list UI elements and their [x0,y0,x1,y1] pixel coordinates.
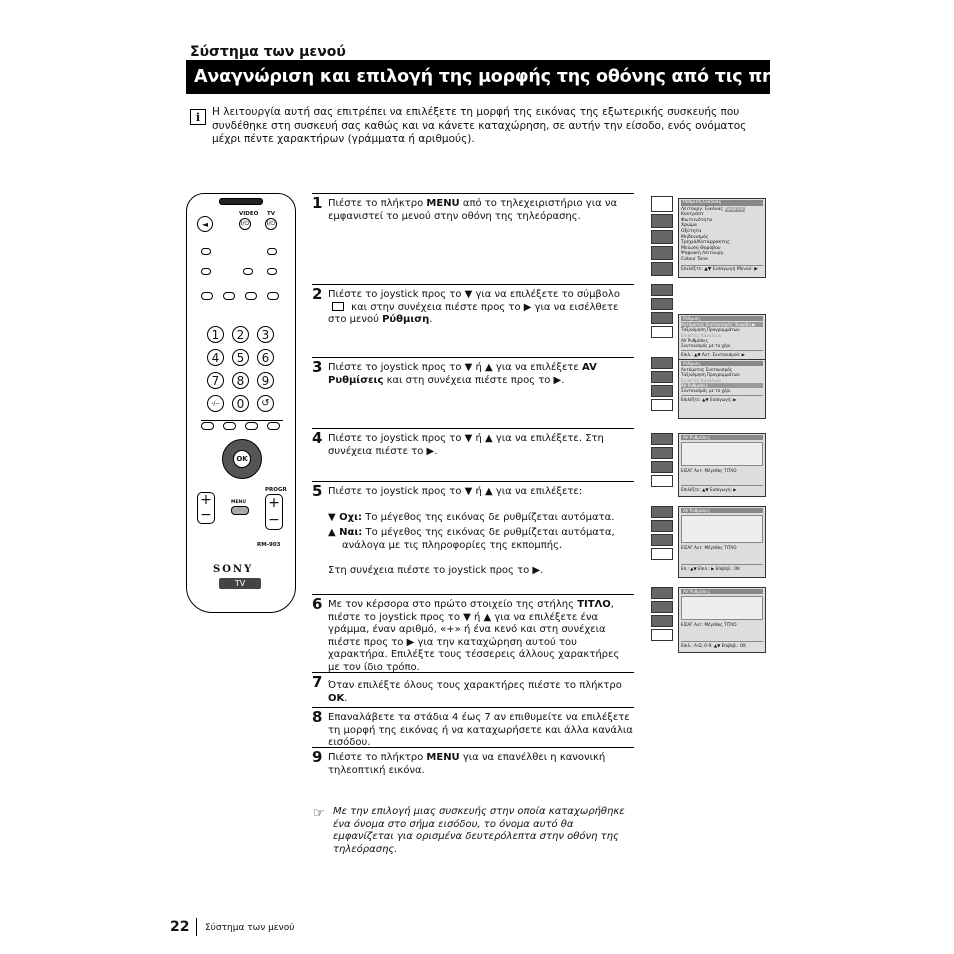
fastext-green[interactable] [223,292,235,300]
screen-step-4: AV Ρυθμίσεις ΕΙΣΑΓ Αυτ. Μέγεθος ΤΙΤΛΟ Επιλέξτε: ▲▼ Εισαγωγή: ▶ [651,433,767,497]
picture-menu-tab [651,196,673,212]
step-2: 2 Πιέστε το joystick προς το ▼ για να επιλέξετε το σύμβολο και στην συνέχεια πιέστε προς το ▶ για να εισέλθετε στο μενού Ρύθμιση. [312,284,634,354]
setup-menu-tab [651,246,673,260]
remote-control [186,193,296,613]
digit-3[interactable]: 3 [257,326,274,343]
section-title: Σύστημα των μενού [190,44,346,60]
double-digit-button[interactable]: -/-- [207,395,224,412]
ir-window [219,198,263,205]
digit-6[interactable]: 6 [257,349,274,366]
model-label: RM-903 [257,542,281,548]
teletext-button-2[interactable] [267,248,277,255]
teletext-button-1[interactable] [201,248,211,255]
tv-badge: TV [219,578,261,589]
intro-text: Η λειτουργία αυτή σας επιτρέπει να επιλέξετε τη μορφή της εικόνας της εξωτερικής συσκευής που συνδέθηκε στη συσκευή σας καθώς και να κάνετε καταχώρηση, σε αυτήν την είσοδο, ενός ονόματος μέχρι πέντε χαρακτήρων (γράμματα ή αριθμούς). [212,106,747,145]
page-number: 22 [170,919,190,935]
fastext-yellow[interactable] [245,292,257,300]
teletext-button-5[interactable] [267,268,277,275]
timer-button[interactable] [245,422,258,430]
teletext-button-3[interactable] [201,268,211,275]
jump-button[interactable]: ↺ [257,395,274,412]
brand-logo: SONY [213,564,254,575]
step-1: 1 Πιέστε το πλήκτρο MENU από το τηλεχειριστήριο για να εμφανιστεί το μενού στην οθόνη της τηλεόρασης. [312,193,634,273]
digit-7[interactable]: 7 [207,372,224,389]
step-3: 3 Πιέστε το joystick προς το ▼ ή ▲ για να επιλέξετε AV Ρυθμίσεις και στη συνέχεια πιέστε προς το ▶. [312,357,634,427]
fastext-red[interactable] [201,292,213,300]
preview-box [681,442,763,466]
sound-menu-tab [651,214,673,228]
digit-9[interactable]: 9 [257,372,274,389]
step-6: 6 Με τον κέρσορα στο πρώτο στοιχείο της στήλης ΤΙΤΛΟ, πιέστε το joystick προς το ▼ ή ▲ για να επιλέξετε ένα γράμμα, έναν αριθμό, «+» ή ένα κενό και στη συνέχεια πιέστε προς το ▶ για την καταχώρηση αυτού του χαρακτήρα. Επιλέξτε τους τέσσερεις άλλους χαρακτήρες με τον ίδιο τρόπο. [312,594,634,664]
extra-menu-tab [651,262,673,276]
footer-divider [196,918,197,936]
page-title: Αναγνώριση και επιλογή της μορφής της οθόνης από τις πηγές εισόδου [186,60,770,94]
features-menu-tab [651,230,673,244]
step-7: 7 Όταν επιλέξτε όλους τους χαρακτήρες πιέστε το πλήκτρο OK. [312,672,634,702]
step-9: 9 Πιέστε το πλήκτρο MENU για να επανέλθει η κανονική τηλεοπτική εικόνα. [312,747,634,787]
tip-hand-icon: ☞ [313,806,325,821]
screen-step-5: AV Ρυθμίσεις ΕΙΣΑΓ Αυτ. Μέγεθος ΤΙΤΛΟ Επ.: ▲▼ Επιλ.: ▶ Επιβεβ.: OK [651,506,767,578]
tip-text: Με την επιλογή μιας συσκευής στην οποία καταχωρήθηκε ένα όνομα στο σήμα εισόδου, το όνομα αυτό θα εμφανίζεται για ορισμένα δευτερόλεπτα στην οθόνη της τηλεόρασης. [333,806,625,855]
progr-label: PROGR [265,487,287,493]
ok-button[interactable]: OK [233,450,251,468]
tv-standby-button[interactable]: I/⏻ [265,218,277,230]
digit-8[interactable]: 8 [232,372,249,389]
volume-button[interactable]: + − [197,492,215,524]
step-5: 5 Πιέστε το joystick προς το ▼ ή ▲ για να επιλέξετε: ▼ Οχι: Το μέγεθος της εικόνας δε ρυθμίζεται αυτόματα. ▲ Ναι: Το μέγεθος της εικόνας δε ρυθμίζεται αυτόματα, ανάλογα με τις πληροφορίες της εκπομπής. Στη συνέχεια πιέστε το joystick προς το ▶. [312,481,634,591]
fastext-blue[interactable] [267,292,279,300]
footer-section: Σύστημα των μενού [205,923,295,933]
digit-1[interactable]: 1 [207,326,224,343]
setup-symbol-icon [332,302,344,311]
teletext-button-4[interactable] [243,268,253,275]
mute-button[interactable]: ◄ [197,216,213,232]
digit-5[interactable]: 5 [232,349,249,366]
video-label: VIDEO [239,211,259,217]
picture-mode-button[interactable] [223,422,236,430]
digit-0[interactable]: 0 [232,395,249,412]
joystick[interactable] [222,439,262,479]
digit-2[interactable]: 2 [232,326,249,343]
tv-label: TV [267,211,276,217]
sound-mode-button[interactable] [201,422,214,430]
screen-step-1: Ρύθμιση Εικόνας Λειτουργ. Εικόνας Χρήστης Κοντράστ Φωτεινότητα Χρώμα Οξύτητα Μηδενισμός Τρεχιά/Καταρράκτης Μείωση Θορύβου Ψηφιακή Λειτουργ. Colour Tone Επιλέξτε: ▲▼ Εισαγωγή Μενού: ▶ [651,196,767,278]
info-icon: i [190,109,206,125]
menu-button[interactable] [231,506,249,515]
reposition-button[interactable] [267,422,280,430]
program-button[interactable]: + − [265,494,283,530]
digit-4[interactable]: 4 [207,349,224,366]
menu-label: MENU [231,500,246,505]
step-4: 4 Πιέστε το joystick προς το ▼ ή ▲ για να επιλέξετε. Στη συνέχεια πιέστε το ▶. [312,428,634,478]
screen-step-3: Ρύθμιση Αυτόματος Συντονισμός Ταξινόμηση Προγραμμάτων Ετικέτες Καναλιών AV Ρυθμίσεις Συντονισμός με το χέρι Επιλέξτε: ▲▼ Εισαγωγή: ▶ [651,357,767,421]
screen-step-2: Ρύθμιση Αυτόματος Συντονισμός: Έναρξη ▶ Ταξινόμηση Προγραμμάτων Ετικέτες Καναλιών AV Ρυθμίσεις Συντονισμός με το χέρι Επιλ.: ▲▼ Αυτ. Συντονισμού: ▶ [651,284,767,344]
video-standby-button[interactable]: I/⏻ [239,218,251,230]
screen-step-6: AV Ρυθμίσεις ΕΙΣΑΓ Αυτ. Μέγεθος ΤΙΤΛΟ Επιλ.: A-Ω, 0-9: ▲▼ Επιβεβ.: OK [651,587,767,657]
step-8: 8 Επαναλάβετε τα στάδια 4 έως 7 αν επιθυμείτε να επιλέξετε τη μορφή της εικόνας ή να καταχωρήσετε και άλλα κανάλια εισόδου. [312,708,633,748]
